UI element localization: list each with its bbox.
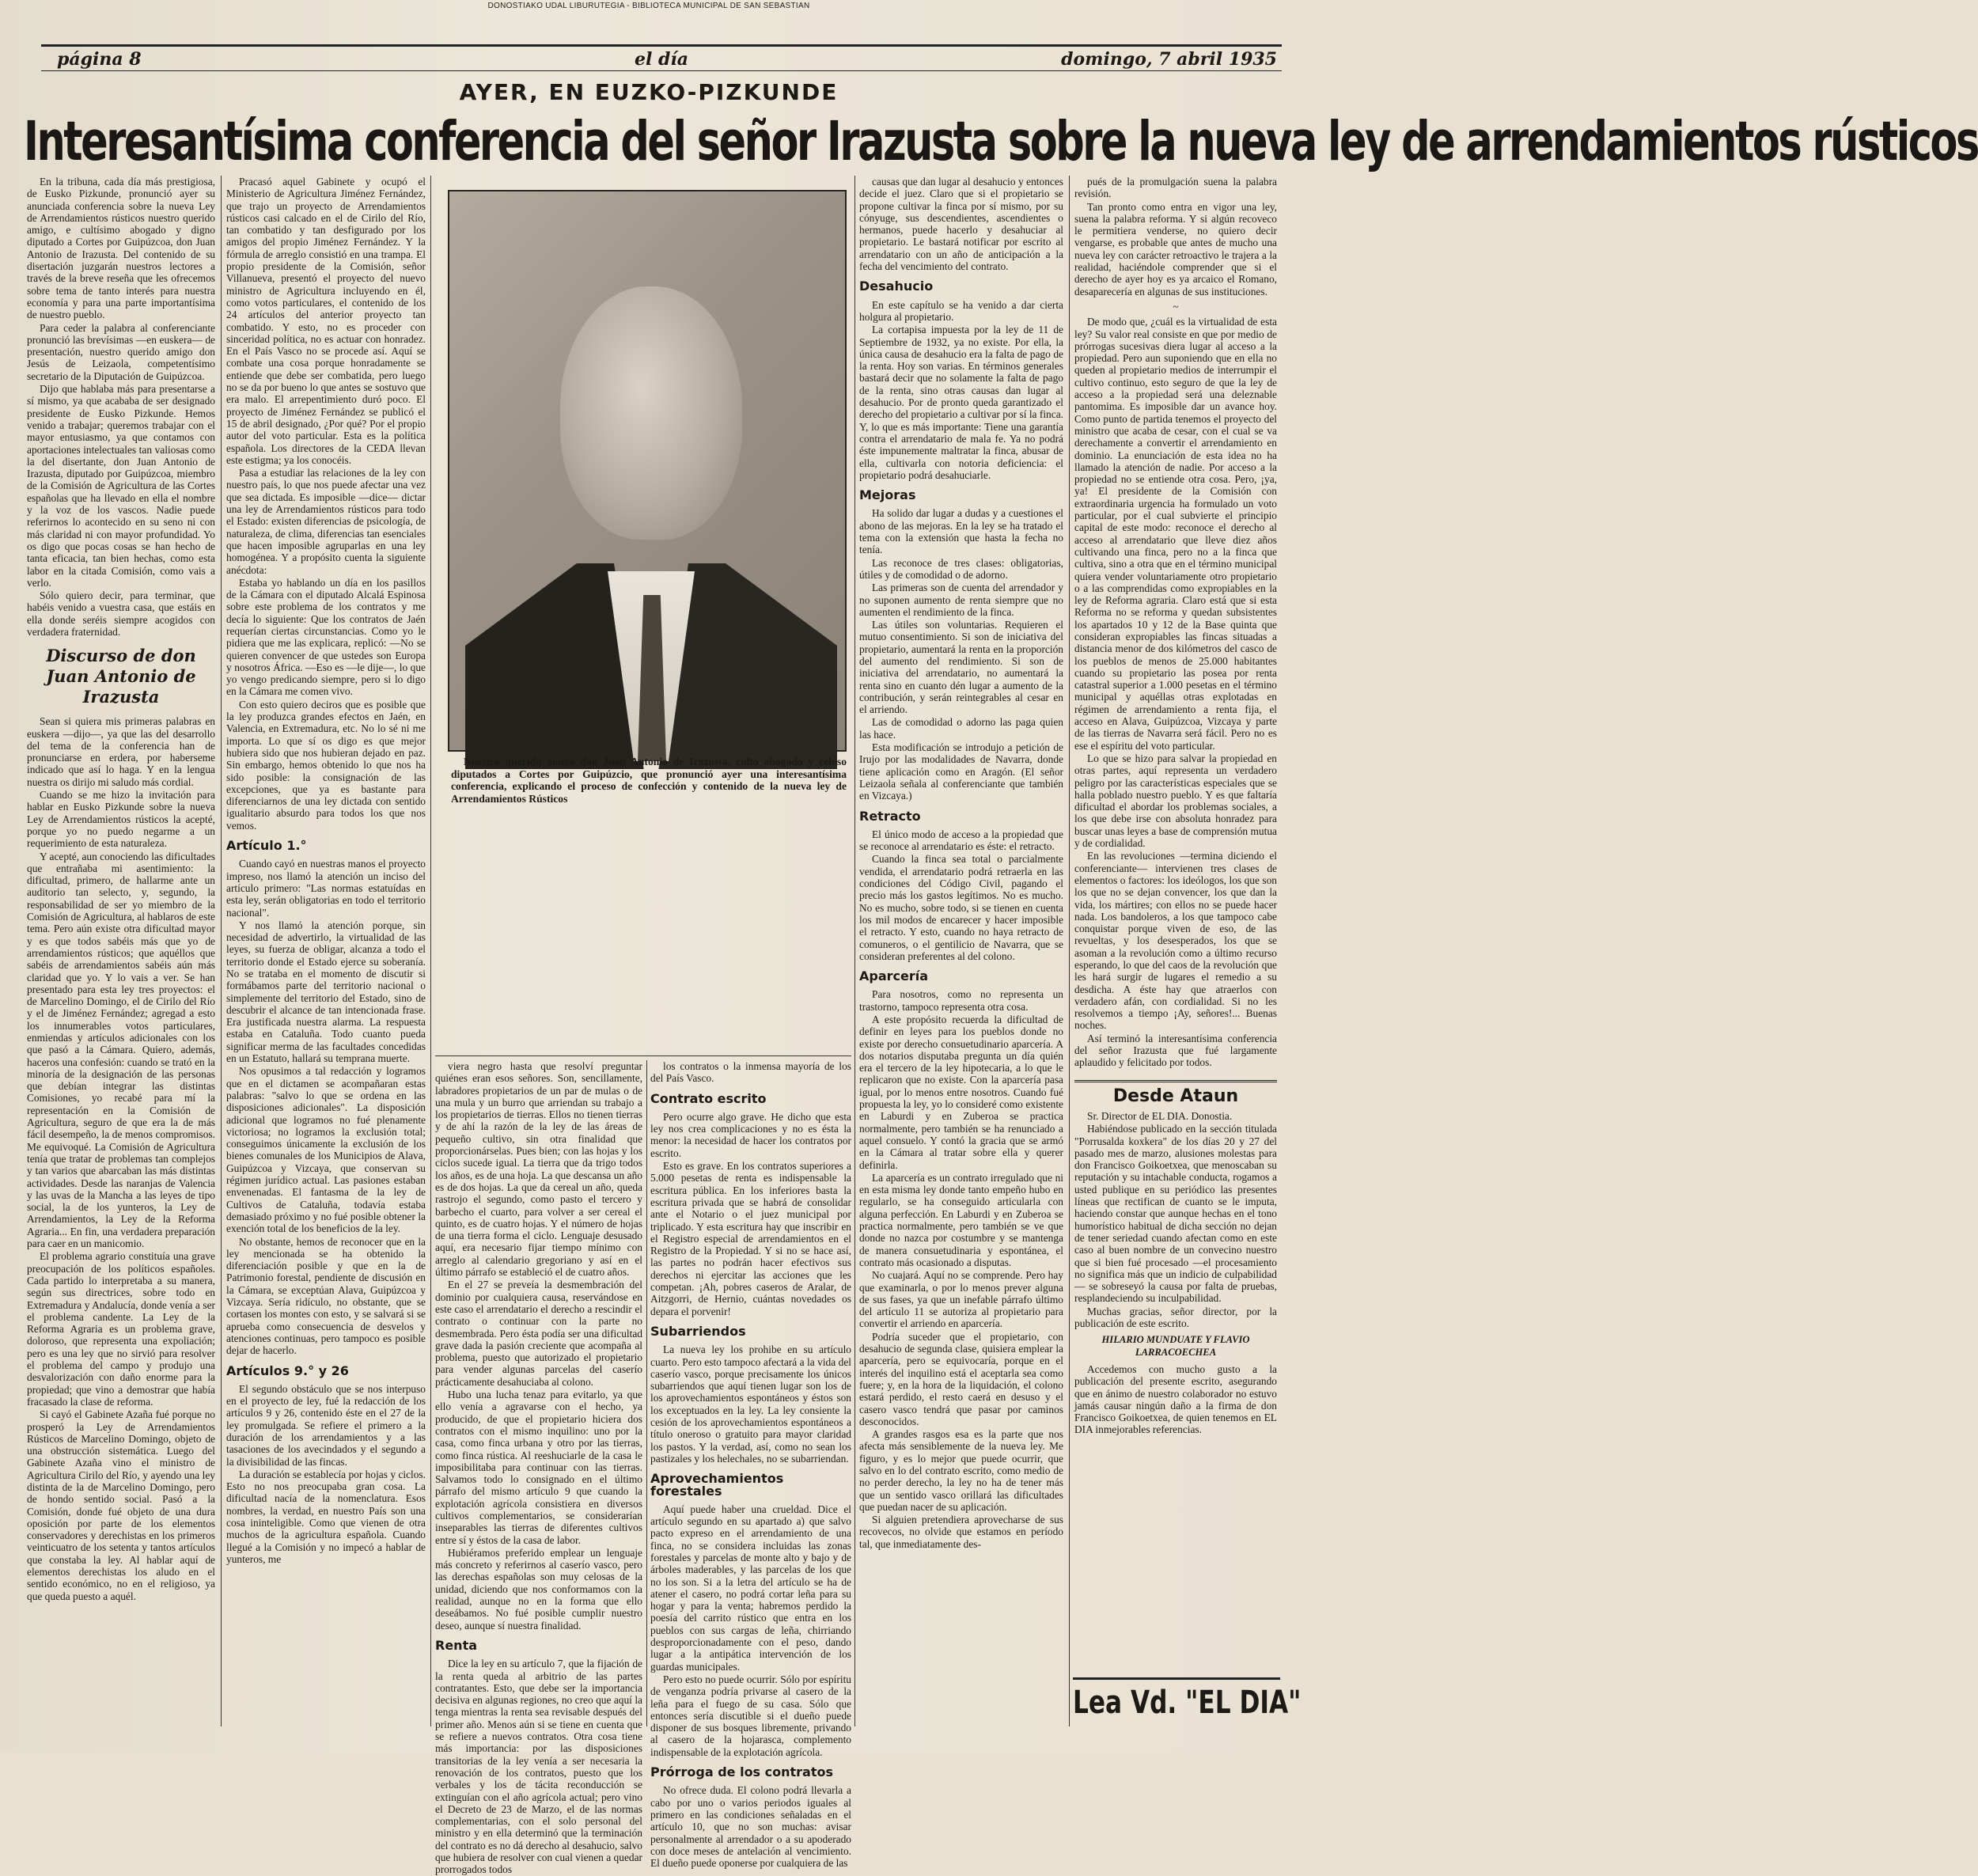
section-heading: Retracto <box>859 808 921 824</box>
paragraph: La duración se establecía por hojas y ciclos. Esto no nos preocupaba gran cosa. La dificultad nacía de la nomenclatura. Esos nombres, la verdad, en nuestro País son una cosa ininteligible. Como que vienen de otra muchos de la agricultura española. Cuando llegué a la Comisión y no impecó a hablar de yunteros, me <box>226 1468 426 1565</box>
article-column-2 <box>226 176 426 1726</box>
paragraph: Nos opusimos a tal redacción y logramos que en el dictamen se acompañaran estas palabras: "salvo lo que se ordena en las disposiciones adicionales". La disposición adicional que logramos no fué plenamente victoriosa; no logramos la exclusión total; conseguimos únicamente la exclusión de los bienes comunales de los Municipios de Alava, Guipúzcoa y Vizcaya, que conservan su régimen jurídico actual. Las pasiones estaban envenenadas. El fantasma de la ley de Cultivos de Cataluña, todavía estaba demasiado próximo y no fué posible obtener la exención total de los beneficios de la ley. <box>226 1065 426 1235</box>
paragraph: Para nosotros, como no representa un trastorno, tampoco representa otra cosa. <box>859 988 1063 1013</box>
section-heading: Aprovechamientos forestales <box>650 1471 784 1499</box>
paragraph: Esta modificación se introdujo a petición de Irujo por las modalidades de Navarra, donde tiene aplicación como en Aragón. (El señor Leizaola señala al conferenciante que también en Vizcaya.) <box>859 741 1063 802</box>
paragraph: El segundo obstáculo que se nos interpuso en el proyecto de ley, fué la redacción de los artículos 9 y 26, contenido éste en el 27 de la ley promulgada. Se refiere el primero a la duración de los arrendamientos y a las tasaciones de los avecindados y el segundo a la divisibilidad de las fincas. <box>226 1382 426 1468</box>
paragraph: Si alguien pretendiera aprovecharse de sus recovecos, no olvide que estamos en período tal, que inmediatamente des- <box>859 1514 1063 1550</box>
paragraph: Y nos llamó la atención porque, sin necesidad de advertirlo, la virtualidad de las leyes, su fuerza de obligar, alcanza a todo el territorio donde el Estado ejerce su soberanía. No se trataba en el momento de discutir si formábamos parte del territorio nacional o simplemente del territorio del Estado, sino de descubrir el alcance de tan intencionada frase. Era justificada nuestra alarma. La respuesta estaba en Cataluña. Todo cuanto pueda significar merma de las facultades concedidas en un Estatuto, hallará su temprana muerte. <box>226 919 426 1065</box>
paragraph: Estaba yo hablando un día en los pasillos de la Cámara con el diputado Alcalá Espinosa sobre este problema de los contratos y me decía lo siguiente: Que los contratos de Jaén requerían ciertas circunstancias. Como yo le pidiera que me las explicara, replicó: —No se quieren convencer de que ustedes son Europa y nosotros África. —Eso es —le dije—, lo que yo vengo predicando siempre, pero si lo digo en la Cámara me comen vivo. <box>226 576 426 698</box>
article-column-3 <box>435 1060 642 1876</box>
column-rule <box>646 1060 647 1726</box>
paragraph: Cuando cayó en nuestras manos el proyecto impreso, nos llamó la atención un inciso del artículo primero: "Las normas estatuídas en esta ley, serán obligatorias en todo el territorio nacional". <box>226 858 426 919</box>
paragraph: A grandes rasgos esa es la parte que nos afecta más sensiblemente de la nueva ley. Me figuro, y es lo mejor que puede ocurrir, que salvo en lo del contrato escrito, como medio de no perder derecho, la ley no ha de tener más que un sentido vasco orillará las dificultades que puedan nacer de su aplicación. <box>859 1428 1063 1513</box>
library-header: DONOSTIAKO UDAL LIBURUTEGIA - BIBLIOTECA MUNICIPAL DE SAN SEBASTIAN <box>487 2 810 10</box>
paragraph: los contratos o la inmensa mayoría de los del País Vasco. <box>650 1060 851 1085</box>
paragraph: En las revoluciones —termina diciendo el conferenciante— intervienen tres clases de elementos o factores: los ideólogos, los que son los que no se dejan convencer, los que dan la vida, los mártires; con ellos no se puede hacer nada. Los bandoleros, a los que tampoco cabe conquistar porque viven de eso, de las revueltas, y los desesperados, los que se asoman a la revolución como a último recurso esperando, lo que del caos de la revolución que les hará surgir de lugares el remedio a su desdicha. A éste hay que atraerlos con verdadero afán, con cordialidad. Si no les resolvemos a tiempo ¡Ay, señores!... Buenas noches. <box>1074 850 1277 1032</box>
paragraph: Las reconoce de tres clases: obligatorias, útiles y de comodidad o de adorno. <box>859 556 1063 581</box>
paragraph: No cuajará. Aquí no se comprende. Pero hay que examinarla, o por lo menos prever alguna de sus fases, ya que un inefable párrafo último del artículo 11 se autoriza al propietario para convertir el arriendo en aparcería. <box>859 1269 1063 1330</box>
paragraph: Hubo una lucha tenaz para evitarlo, ya que ello venía a agravarse con el hecho, ya producido, de que el propietario hiciera dos contratos con el mismo inquilino: uno por la casa, como finca urbana y otro por las tierras, como finca rústica. Al reeshuciarle de la casa le imposibilitaba para continuar con las tierras. Salvamos todo lo consignado en el último párrafo del mismo artículo 9 que cuando la explotación agrícola consistiera en diversos cultivos complementarios, se considerarían inseparables las tierras de diferentes cultivos entre sí y éstos de la casa de labor. <box>435 1389 642 1546</box>
paragraph: Sean si quiera mis primeras palabras en euskera —dijo—, ya que las del desarrollo del tema de la conferencia han de pronunciarse en erdera, por haberseme indicado que así lo haga. Y en la lengua nuestra os dirijo mi saludo más cordial. <box>27 715 215 788</box>
article-column-5 <box>859 176 1063 1726</box>
section-heading: Renta <box>435 1637 478 1653</box>
paragraph: Las primeras son de cuenta del arrendador y no suponen aumento de renta siempre que no aumenten el rendimiento de la finca. <box>859 582 1063 618</box>
section-heading: Artículos 9.° y 26 <box>226 1362 349 1378</box>
page-number: página 8 <box>57 49 142 70</box>
paragraph: Pracasó aquel Gabinete y ocupó el Ministerio de Agricultura Jiménez Fernández, que trajo un proyecto de Arrendamientos rústicos casi calcado en el de Cirilo del Río, tan combatido y tan desfigurado por los amigos del propio Jiménez Fernández. Y la fórmula de arreglo consistió en una trampa. El propio presidente de la Comisión, señor Villanueva, presentó el proyecto del nuevo ministro de Agricultura incluyendo en él, como votos particulares, el contenido de los 24 artículos del anterior proyecto tan combatido. Y esto, no es proceder con sinceridad política, no es actuar con honradez. En el País Vasco no se procede así. Aquí se combate una cosa porque honradamente se entiende que debe ser combatida, pero luego no se da por bueno lo que antes se sostuvo que era malo. El arrepentimiento duró poco. El proyecto de Jiménez Fernández se publicó el 15 de abril designado, ¿Por qué? Por el propio autor del voto particular. Esta es la política española. Los directores de la CEDA llevan este estigma; ya los conocéis. <box>226 176 426 466</box>
paragraph: En el 27 se preveía la desmembración del dominio por cualquiera causa, reservándose en este caso el arrendatario el derecho a rescindir el contrato o continuar con la parte no desmembrada. Pero ésta podía ser una dificultad grave dada la pasión creciente que acompaña al problema, puesto que autorizado el propietario para vender algunas parcelas del caserío prácticamente desahuciaba al colono. <box>435 1279 642 1388</box>
paragraph: La nueva ley los prohibe en su artículo cuarto. Pero esto tampoco afectará a la vida del caserío vasco, porque precisamente los únicos subarriendos que aquí tienen lugar son los de los aprovechamientos espontáneos y éstos son los exceptuados en la ley. La ley consiente la cesión de los aprovechamientos espontáneos a título oneroso o gratuito para mayor claridad los pastos. Y la verdad, así, como no sean los pastizales y los helechales, no se subarriendan. <box>650 1344 851 1465</box>
section-heading: Contrato escrito <box>650 1090 767 1106</box>
section-heading: Desahucio <box>859 279 934 294</box>
column-rule <box>221 176 222 1726</box>
paragraph: Para ceder la palabra al conferenciante pronunció las brevísimas —en euskera— de presentación, nuestro querido amigo don Jesús de Leizaola, competentísimo secretario de la Diputación de Guipúzcoa. <box>27 321 215 382</box>
column-rule <box>430 176 431 1726</box>
paragraph: A este propósito recuerda la dificultad de definir en leyes para los pueblos donde no existe por derecho consuetudinario aparcería. A dos notarios disputaba pregunta un día quién era el tercero de la ley hipotecaria, a lo que le replicaron que no existe. Con la aparcería pasa igual, por lo menos entre nosotros. Cuando fué propuesta la ley, yo lo consideré como existente en Laburdi y en Zuberoa se practica normalmente, pero también se ha renunciado a aquel consuelo. Y contó la gracia que se armó en la Cámara al tratar sobre ella y querer definirla. <box>859 1014 1063 1171</box>
caption-rule <box>435 1055 851 1056</box>
article-column-1 <box>27 176 215 1726</box>
separator-ornament: ~ <box>1173 300 1179 313</box>
paragraph: viera negro hasta que resolví preguntar quiénes eran esos señores. Son, sencillamente, labradores propietarios de un par de mulas o de una mula y un burro que arriendan su trabajo a los propietarios de tierras. Ellos no tienen tierras y de ahí la razón de la ley de las áreas de pequeño cultivo, sin otra finalidad que proporcionárselas. Pues bien; con las hojas y los ciclos sucede igual. La tierra que da trigo todos los años, es de una hoja. La que descansa un año es de dos hojas. La que da cereal un año, queda rastrojo el segundo, como pasto el tercero y barbecho el cuarto, para volver a ser cereal el quinto, es de cuatro hojas. Y el número de hojas de una tierra forma el ciclo. Lenguaje desusado aquí, era necesario fijar tiempo mínimo con arreglo al calendario gregoriano y así en el último párrafo se estableció el de cuatro años. <box>435 1060 642 1279</box>
paragraph: causas que dan lugar al desahucio y entonces decide el juez. Claro que si el propietario se propone cultivar la finca por sí mismo, por su cónyuge, sus descendientes, ascendientes o hermanos, puede hacerlo y desahuciar al propietario. Le bastará notificar por escrito al arrendatario con un año de anticipación a la fecha del vencimiento del contrato. <box>859 176 1063 273</box>
paragraph: Accedemos con mucho gusto a la publicación del presente escrito, asegurando que en ánimo de nuestro colaborador no estuvo jamás causar ningún daño a la firma de don Francisco Goikoetxea, de quien tenemos en EL DIA inmejorables referencias. <box>1074 1362 1277 1436</box>
kicker: AYER, EN EUZKO-PIZKUNDE <box>459 79 839 105</box>
paragraph: De modo que, ¿cuál es la virtualidad de esta ley? Su valor real consiste en que por medio de prórrogas sucesivas diera lugar al acceso a la propiedad. Pero aun suponiendo que en ella no queden al propietario medios de interrumpir el cultivo continuo, esto seguro de que la ley de acceso a la propiedad será una deleznable pantomima. Es imposible dar un avance hoy. Como punto de partida tenemos el proyecto del ministro que acaba de cesar, con el cual se va derechamente a convertir el arrendamiento en dominio. La enunciación de esta idea no ha llamado la atención de nadie. Por acceso a la propiedad no se entiende otra cosa. Pero, ¡ya, ya! El presidente de la Comisión con extraordinaria urgencia ha formulado un voto particular, por el cual subvierte el principio capital de este modo: reconoce el derecho al acceso al arrendatario que lleve diez años cultivando una finca, pero no a la finca que cultiva, sino a otra que en el término municipal quiera vender voluntariamente otro propietario o a las comprendidas como expropiables en la ley de Reforma agraria. Claro está que si esta Reforma no se reforma y quedan subsistentes los apartados 10 y 12 de la Base quinta que consideran expropiables las fincas situadas a distancia menor de dos kilómetros del casco de los pueblos de menos de 25.000 habitantes cuando su propietario las posea por renta catastral superior a 1.000 pesetas en el término municipal y aquéllas otras explotadas en régimen de arrendamiento a renta fija, el acceso en Alava, Guipúzcoa, Vizcaya y parte de las tierras de Navarra será fácil. Pero no es ese el espíritu del voto particular. <box>1074 316 1277 752</box>
paragraph: Sólo quiero decir, para terminar, que habéis venido a vuestra casa, que estáis en ella donde seréis siempre acogidos con verdadera fraternidad. <box>27 589 215 638</box>
paragraph: No ofrece duda. El colono podrá llevarla a cabo por uno o varios periodos iguales al primero en las condiciones señaladas en el artículo 10, que no son muchas: avisar personalmente al arrendador o a su apoderado con doce meses de antelación al vencimiento. El dueño puede oponerse por cualquiera de las <box>650 1784 851 1870</box>
column-rule <box>1069 176 1070 1726</box>
section-heading: Discurso de don Juan Antonio de Irazusta <box>46 646 196 707</box>
section-heading: Prórroga de los contratos <box>650 1764 834 1780</box>
paragraph: En la tribuna, cada día más prestigiosa, de Eusko Pizkunde, pronunció ayer su anunciada conferencia sobre la nueva Ley de Arrendamientos rústicos nuestro querido amigo, e cultísimo abogado y digno diputado a Cortes por Guipúzcoa, don Juan Antonio de Irazusta. Del contenido de su disertación juzgarán nuestros lectores a través de la breve reseña que les ofrecemos sobre tema de tanto interés para nuestra economía y para una parte importantísima de nuestro pueblo. <box>27 176 215 321</box>
issue-date: domingo, 7 abril 1935 <box>1061 49 1277 70</box>
paragraph: pués de la promulgación suena la palabra revisión. <box>1074 176 1277 200</box>
paragraph: Pero esto no puede ocurrir. Sólo por espíritu de venganza podría privarse al casero de la leña para el fuego de su casa. Sólo que entonces sería discutible si el dueño puede disponer de sus bosques libremente, privando al casero de la hojarasca, complemento indispensable de la explotación agrícola. <box>650 1673 851 1758</box>
section-heading: Aparcería <box>859 968 929 984</box>
paragraph: Hubiéramos preferido emplear un lenguaje más concreto y referirnos al caserío vasco, pero las derechas españolas son muy celosas de la unidad, diciendo que nos conformamos con la realidad, aunque no en la forma que ello deseábamos. No fué posible cumplir nuestro deseo, aunque sí nuestra finalidad. <box>435 1546 642 1632</box>
paragraph: Dice la ley en su artículo 7, que la fijación de la renta queda al arbitrio de las partes contratantes. Esto, que debe ser la importancia decisiva en algunas regiones, no creo que aquí la tenga mientras la renta sea revisable después del primer año. Menos aún si se tiene en cuenta que se refiere a nuevos contratos. Otra cosa tiene más importancia: por las disposiciones transitorias de la ley venía a ser necesaria la renovación de los contratos, puesto que los verbales y los de tácita reconducción se extinguían con el año agrícola actual; pero vino el Decreto de 23 de Marzo, el de las normas complementarias, con el solo personal del ministro y en ella determinó que la terminación del contrato es no dá derecho al desahucio, salvo que hubiera de resolver con cual vienen a quedar prorrogados todos <box>435 1658 642 1876</box>
paragraph: No obstante, hemos de reconocer que en la ley mencionada se ha obtenido la diferenciación posible y que en la de Patrimonio forestal, pendiente de discusión en la Cámara, se exceptúan Alava, Guipúzcoa y Vizcaya. Sería ridículo, no obstante, que se cortasen los montes con esto, y se salvará si se aprueba como consecuencia de desvelos y atenciones continuas, pero tampoco es posible dejar de hacerlo. <box>226 1235 426 1357</box>
column-rule <box>854 176 855 1726</box>
paragraph: Tan pronto como entra en vigor una ley, suena la palabra reforma. Y si algún recoveco le permitiera venderse, no quiero decir vengarse, es probable que antes de mucho una nueva ley con carácter retroactivo le trajera a la realidad, haciéndole comprender que si el derecho de ayer hoy es ya arcaico el Romano, desaparecería en algunas de sus instituciones. <box>1074 200 1277 298</box>
paragraph: Si cayó el Gabinete Azaña fué porque no prosperó la Ley de Arrendamientos Rústicos de Marcelino Domingo, objeto de una obstrucción sistemática. Luego del Gabinete Azaña vino el ministro de Agricultura Cirilo del Río, y ayendo una ley distinta de la de Marcelino Domingo, pero de hondo sentido social. Pasó a la Comisión, donde fué objeto de una dura oposición por parte de los elementos conservadores y derechistas en los primeros veinticuatro de los setenta y tantos artículos que constaba la ley. Al hablar aquí de elementos derechistas los aludo en el sentido económico, no en el religioso, ya que queda puesto a aquél. <box>27 1408 215 1602</box>
paragraph: Lo que se hizo para salvar la propiedad en otras partes, aquí representa un verdadero peligro por las características especiales que se halla poblado nuestro pueblo. Y es que faltaría dificultad el abordar los problemas sociales, a los que debe irse con absoluta honradez para buscar unas leyes a base de comprensión mutua y de cordialidad. <box>1074 752 1277 850</box>
paragraph: El problema agrario constituía una grave preocupación de los políticos españoles. Cada partido lo interpretaba a su manera, según sus directrices, sobre todo en Extremadura y Andalucía, donde venía a ser el problema candente. La Ley de la Reforma Agraria es un problema grave, doloroso, que representa una expoliación; pero es una ley que no sirvió para resolver el problema del campo y produjo una desvalorización con daño enorme para la propiedad; que vino a demostrar que había fracasado la clase de reforma. <box>27 1250 215 1408</box>
paragraph: Las útiles son voluntarias. Requieren el mutuo consentimiento. Si son de iniciativa del propietario, aumentará la renta en la proporción del aumento del rendimiento. Si son de iniciativa del arrendatario, no aumentará la renta sino en cuanto dén lugar a aumento de la contribución, y serán reintegrables al cesar en el arriendo. <box>859 619 1063 716</box>
paragraph: La cortapisa impuesta por la ley de 11 de Septiembre de 1932, ya no existe. Por ella, la única causa de desahucio era la falta de pago de la renta. Hoy son varias. En términos generales bastará decir que no solamente la falta de pago de la renta, sino otras causas dan lugar al desahucio. Por de pronto queda garantizado el derecho del propietario a cultivar por sí la finca. Y, lo que es más importante: Tiene una garantía contra el arrendatario de mala fe. Ya no podrá éste impunemente maltratar la finca, abusar de ella, cultivarla con notoria deficiencia: el propietario podrá desahuciarle. <box>859 324 1063 481</box>
paragraph: Habiéndose publicado en la sección titulada "Porrusalda koxkera" de los días 20 y 27 del pasado mes de marzo, alusiones molestas para don Francisco Goikoetxea, que menoscaban su reputación y su intachable conducta, rogamos a usted publique en su periódico las presentes líneas que rectifican de cuanto se le imputa, haciendo constar que aunque hechas en el tono humorístico habitual de dicha sección no dejan de tener seriedad cuando afectan como en este caso al buen nombre de un convecino nuestro que si bien fué procesado —el procesamiento no significa más que un indicio de culpabilidad— se sobreseyó la causa por falta de pruebas, resplandeciendo su inculpabilidad. <box>1074 1123 1277 1305</box>
paragraph: Ha solido dar lugar a dudas y a cuestiones el abono de las mejoras. En la ley se ha tratado el tema con la extensión que hasta la fecha no tenía. <box>859 507 1063 556</box>
paragraph: Las de comodidad o adorno las paga quien las hace. <box>859 716 1063 741</box>
signature: HILARIO MUNDUATE Y FLAVIO LARRACOECHEA <box>1101 1334 1250 1358</box>
paragraph: Dijo que hablaba más para presentarse a sí mismo, ya que acababa de ser designado presidente de Eusko Pizkunde. Hemos venido a trabajar; queremos trabajar con el mayor entusiasmo, ya que contamos con aportaciones intelectuales tan valiosas como la del disertante, don Juan Antonio de Irazusta, diputado por Guipúzcoa, miembro de la Comisión de Agricultura de las Cortes españolas que ha llevado en ella el nombre y la voz de los vascos. Nadie puede referirnos lo acontecido en su seno ni con más claridad ni con mayor profundidad. Yo os digo que pocas cosas se han hecho de tanta eficacia, tan bien hechas, como esta labor en la citada Comisión, como vais a verlo. <box>27 383 215 589</box>
paragraph: El único modo de acceso a la propiedad que se reconoce al arrendatario es éste: el retracto. <box>859 828 1063 853</box>
article-column-4 <box>650 1060 851 1870</box>
paragraph: Muchas gracias, señor director, por la publicación de este escrito. <box>1074 1305 1277 1330</box>
paragraph: Podría suceder que el propietario, con desahucio de segunda clase, quisiera emplear la aparcería, pero se equivocaría, porque en el interés del inquilino está el aceptarla sea como fuere; y, en la hora de la liquidación, el colono estará perdido, el resto caerá en desuso y el casero vasco tendrá que pasar por caminos desconocidos. <box>859 1330 1063 1427</box>
section-heading: Artículo 1.° <box>226 838 307 854</box>
paragraph: Y acepté, aun conociendo las dificultades que entrañaba mi asentimiento: la dificultad, primero, de hallarme ante un auditorio tan selecto, y, segundo, la responsabilidad de ser yo miembro de la Comisión de Agricultura, al hablaros de este tema. Pero aún existe otra dificultad mayor y es que todos sabéis más que yo de arrendamientos rústicos; que aquéllos que sabéis de arrendamientos sabéis aún más claridad que yo. Y lo vais a ver. Se han presentado para esta ley tres proyectos: el de Marcelino Domingo, el de Cirilo del Río y el de Jiménez Fernández; agregad a esto los innumerables votos particulares, enmiendas y artículos adicionales con los que pasó a la Cámara. Quiero, además, haceros una confesión: cuando se trató en la minoría de la designación de las personas que debían integrar las distintas Comisiones, yo recabé para mí la representación en la Comisión de Agricultura, seguro de que era la de más fácil desempeño, la de menos compromisos. Me equivoqué. La Comisión de Agricultura tenía que tratar de problemas tan complejos y tan varios que abarcaban las más distintas actividades. Desde las naranjas de Valencia y las uvas de la Mancha a las leyes de tipo social, la de los yunteros, la Ley de Arrendamientos, la Ley de la Reforma Agraria... En fin, una verdadera preparación para caer en un manicomio. <box>27 850 215 1250</box>
photo-face <box>560 286 742 540</box>
paragraph: Así terminó la interesantísima conferencia del señor Irazusta que fué largamente aplaudido y felicitado por todos. <box>1074 1032 1277 1069</box>
paragraph: Aquí puede haber una crueldad. Dice el artículo segundo en su apartado a) que salvo pacto expreso en el arrendamiento de una finca, no se considera incluidas las zonas forestales y parcelas de monte alto y bajo y de árboles maderables, y las parcelas de los que no los son. Si a la letra del artículo se ha de atener el casero, no podrá cortar leña para su hogar y para la venta; habremos perdido la poesía del carrito rústico que entra en los pueblos con sus cargas de leña, chirriando desproporcionadamente con el peso, dando lugar a la antipática intervención de los guardas municipales. <box>650 1503 851 1673</box>
paragraph: Esto es grave. En los contratos superiores a 5.000 pesetas de renta es indispensable la escritura pública. En los inferiores basta la escritura privada que se habrá de consolidar ante el Notario o el juez municipal por triplicado. Y esta escritura hay que inscribir en el Registro especial de arrendamientos en el Registro de la Propiedad. Y si no se hace así, las partes no podrán hacer efectivos sus derechos ni ejercitar las acciones que les competan. ¡Ah, pobres caseros de Aralar, de Aitzgorri, de Hernio, cuántas novedades os depara el porvenir! <box>650 1160 851 1317</box>
newspaper-name: el día <box>634 49 688 70</box>
lea-el-dia-banner: Lea Vd. "EL DIA" <box>1073 1677 1280 1728</box>
masthead <box>41 44 1282 71</box>
paragraph: La aparcería es un contrato irregulado que ni en esta misma ley donde tanto empeño hubo en regularlo, se ha conseguido articularla con alguna perfección. En Laburdi y en Zuberoa se practica normalmente, pero también se ve que donde no nazca por costumbre y se mantenga de manera consuetudinaria y espontánea, el contrato más ocasionado a disputas. <box>859 1171 1063 1268</box>
paragraph: En este capítulo se ha venido a dar cierta holgura al propietario. <box>859 298 1063 323</box>
paragraph: Pasa a estudiar las relaciones de la ley con nuestro país, lo que nos puede afectar una vez que sea dictada. Es imposible —dice— dictar una ley de Arrendamientos rústicos para todo el Estado: existen diferencias de psicología, de naturaleza, de clima, diferencias tan esenciales que hacen imposible agruparlas en una ley homogénea. Y a propósito cuenta la siguiente anécdota: <box>226 467 426 576</box>
section-heading: Desde Ataun <box>1074 1080 1277 1102</box>
paragraph: Con esto quiero deciros que es posible que la ley produzca grandes efectos en Jaén, en Valencia, en Extremadura, etc. No lo sé ni me importa. Lo que sí os digo es que mejor hubiera sido que nos hubieran dejado en paz. Sin embargo, hemos obtenido lo que nos ha sido posible: la consignación de las excepciones, que ya es bastante para diferenciarnos de una ley dictada con sentido igualitario absurdo para todos los que nos vemos. <box>226 698 426 832</box>
paragraph: Sr. Director de EL DIA. Donostia. <box>1087 1109 1233 1122</box>
paragraph: Cuando se me hizo la invitación para hablar en Eusko Pizkunde sobre la nueva Ley de Arrendamientos rústicos la acepté, porque yo no puedo negarme a un requerimiento de esta naturaleza. <box>27 789 215 850</box>
article-column-6 <box>1074 176 1277 1671</box>
section-heading: Subarriendos <box>650 1323 746 1339</box>
paragraph: Cuando la finca sea total o parcialmente vendida, el arrendatario podrá retraerla en las condiciones del Código Civil, pagando el precio más los gastos legítimos. No es mucho. No es mucho, sobre todo, si se tienen en cuenta los mil modos de encarecer y hacer imposible el retracto. Y esto, cuando no haya retracto de comuneros, o el gentilicio de Navarra, que se consideran preferentes al del colono. <box>859 853 1063 962</box>
photo-caption: Nuestro querido amigo don Juan Antonio de Irazusta, culto abogado y celoso diputados a Cortes por Guipúzcio, que pronunció ayer una interesantísima conferencia, explicando el proceso de confección y contenido de la nueva ley de Arrendamientos Rústicos <box>451 756 847 805</box>
section-heading: Mejoras <box>859 487 916 503</box>
portrait-photo <box>448 190 847 752</box>
paragraph: Pero ocurre algo grave. He dicho que esta ley nos crea complicaciones y no es ésta la menor: la necesidad de hacer los contratos por escrito. <box>650 1110 851 1159</box>
headline: Interesantísima conferencia del señor Irazusta sobre la nueva ley de arrendamientos rústicos <box>24 111 1978 174</box>
